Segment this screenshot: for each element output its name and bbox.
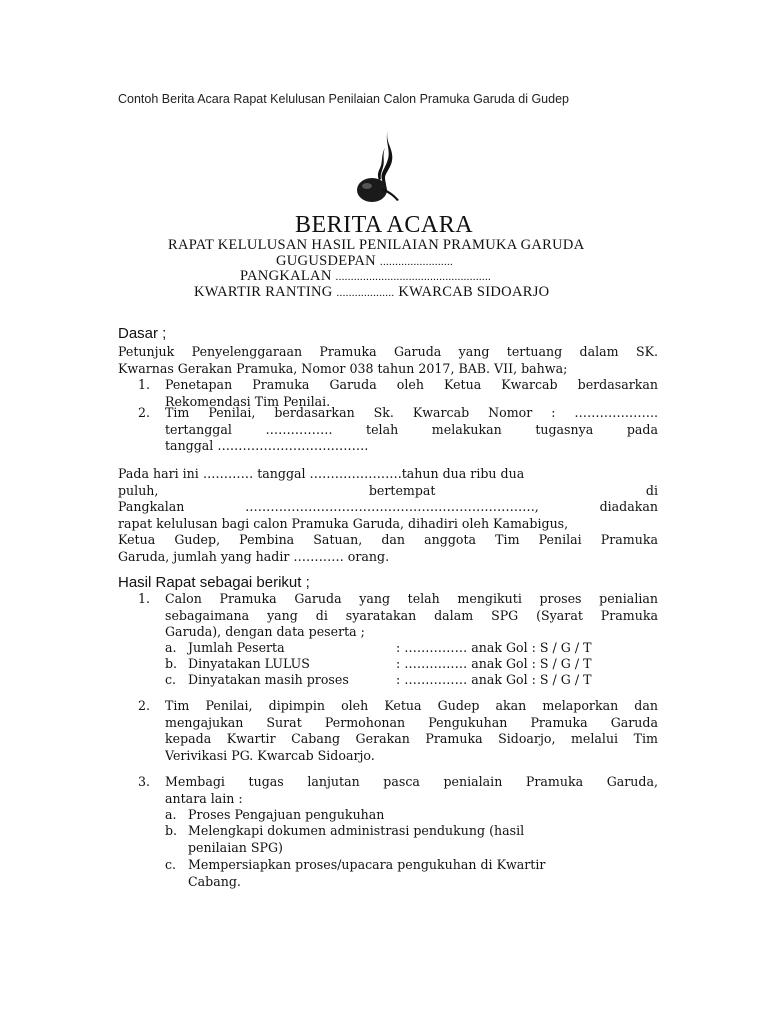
data-row-jumlah-peserta: a. [165,640,177,655]
sub-item-b: b. [165,823,178,838]
data-row-lulus: b. [165,656,178,671]
dasar-heading: Dasar ; [118,325,167,342]
dasar-intro: Petunjuk Penyelenggaraan Pramuka Garuda yang tertuang dalam SK. Kwarnas Gerakan Pramuka, Nomor 038 tahun 2017, BAB. VII, bahwa; [118,344,658,376]
header-line-kwartir [194,284,549,301]
sub-item-a: a. [165,807,177,822]
data-row-label: Dinyatakan masih proses [188,672,349,687]
sub-item-c: c. [165,857,177,872]
header-line-1: RAPAT KELULUSAN HASIL PENILAIAN PRAMUKA GARUDA [168,237,585,253]
pangkalan-blank: ................................................... [335,271,492,283]
tunas-kelapa-logo-icon [354,128,402,206]
data-row-value: : …………… anak Gol : S / G / T [396,672,592,687]
hasil-item-2: 2. Tim Penilai, dipimpin oleh Ketua Gudep akan melaporkan dan mengajukan Surat Permohonan Pengukuhan Pramuka Garuda kepada Kwartir Cabang Gerakan Pramuka Sidoarjo, melalui Tim Verivikasi PG. Kwarcab Sidoarjo. [138,698,658,763]
document-title: BERITA ACARA [294,212,474,238]
data-row-label: Dinyatakan LULUS [188,656,310,671]
sub-item-a-text: Proses Pengajuan pengukuhan [188,807,385,822]
sub-item-c-text: Mempersiapkan proses/upacara pengukuhan di Kwartir Cabang. [188,857,546,889]
pada-hari-paragraph: Pada hari ini ………… tanggal ………………….tahun dua ribu dua puluh, bertempat di Pangkalan ……………………………………………………………, diadakan rapat kelulusan bagi calon Pramuka Garuda, dihadiri oleh Kamabigus, Ketua Gudep, Pembina Satuan, dan anggota Tim Penilai Pramuka Garuda, jumlah yang hadir ………… orang. [118,466,658,564]
header-line-pangkalan [240,268,491,285]
data-row-proses: c. [165,672,177,687]
sub-item-b-text: Melengkapi dokumen administrasi pendukung (hasil penilaian SPG) [188,823,525,855]
kwarcab-label: KWARCAB SIDOARJO [398,284,550,300]
pangkalan-label: PANGKALAN [240,268,332,284]
kwartir-blank: ................... [336,287,395,299]
data-row-value: : …………… anak Gol : S / G / T [396,656,592,671]
gugusdepan-label: GUGUSDEPAN [276,253,376,269]
kwartir-label: KWARTIR RANTING [194,284,333,300]
hasil-item-1: 1. Calon Pramuka Garuda yang telah mengikuti proses penialian sebagaimana yang di syaratakan dalam SPG (Syarat Pramuka Garuda), dengan data peserta ; [138,591,658,639]
data-row-label: Jumlah Peserta [188,640,285,655]
document-caption: Contoh Berita Acara Rapat Kelulusan Penilaian Calon Pramuka Garuda di Gudep [118,92,569,106]
hasil-item-3: 3. Membagi tugas lanjutan pasca penialain Pramuka Garuda, antara lain : [138,774,658,806]
data-row-value: : …………… anak Gol : S / G / T [396,640,592,655]
dasar-item-2: 2. Tim Penilai, berdasarkan Sk. Kwarcab Nomor : ……………….. tertanggal ……………. telah melakukan tugasnya pada tanggal ……………………………… [138,405,658,453]
hasil-heading: Hasil Rapat sebagai berikut ; [118,574,310,591]
dasar-item-1: 1. Penetapan Pramuka Garuda oleh Ketua Kwarcab berdasarkan Rekomendasi Tim Penilai. [138,377,658,409]
gugusdepan-blank: ........................ [379,256,454,268]
